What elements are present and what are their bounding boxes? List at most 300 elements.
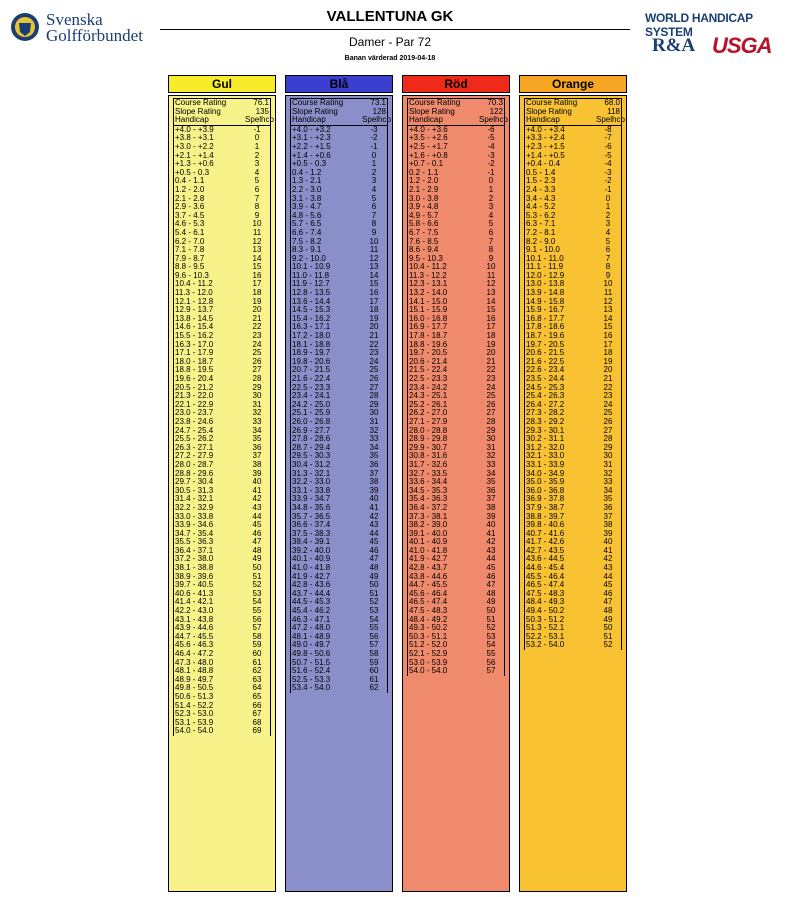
- spelhcp-value: 24: [252, 339, 262, 349]
- handicap-range: 14.9 - 15.8: [526, 296, 565, 306]
- spelhcp-value: 28: [252, 374, 262, 383]
- spelhcp-value: 44: [369, 528, 379, 538]
- handicap-range: 11.9 - 12.7: [292, 279, 330, 289]
- spelhcp-value: 41: [369, 502, 379, 512]
- spelhcp-value: 35: [252, 434, 262, 444]
- handicap-range: +3.5 - +2.6: [409, 133, 448, 143]
- handicap-range: 46.3 - 47.1: [292, 614, 331, 624]
- spelhcp-value: 43: [603, 563, 613, 573]
- spelhcp-value: 19: [603, 356, 613, 366]
- spelhcp-value: 15: [369, 279, 379, 289]
- spelhcp-value: 5: [254, 176, 260, 186]
- spelhcp-value: 1: [488, 184, 494, 194]
- spelhcp-value: 3: [254, 159, 260, 169]
- spelhcp-value: 69: [252, 726, 262, 736]
- handicap-range: 54.0 - 54.0: [409, 666, 448, 676]
- handicap-range: 22.1 - 22.9: [175, 399, 214, 409]
- spelhcp-value: 11: [369, 245, 379, 255]
- spelhcp-value: 12: [252, 236, 262, 246]
- spelhcp-value: 49: [369, 571, 379, 581]
- handicap-range: 37.3 - 38.1: [409, 511, 448, 521]
- handicap-range: 33.6 - 34.4: [409, 477, 448, 487]
- handicap-range: 1.2 - 2.0: [175, 184, 205, 194]
- spelhcp-value: 20: [486, 348, 496, 358]
- handicap-range: 32.2 - 33.0: [292, 477, 331, 487]
- spelhcp-value: 30: [369, 408, 379, 418]
- spelhcp-value: 55: [486, 649, 496, 658]
- handicap-range: 31.2 - 32.0: [526, 442, 565, 452]
- spelhcp-value: 14: [486, 296, 496, 306]
- handicap-range: 49.0 - 49.7: [292, 640, 331, 650]
- spelhcp-value: 38: [486, 502, 496, 512]
- handicap-range: 40.1 - 40.9: [292, 554, 331, 564]
- spelhcp-value: 7: [605, 253, 611, 263]
- spelhcp-value: 13: [252, 245, 262, 255]
- handicap-range: 29.7 - 30.4: [175, 477, 214, 487]
- spelhcp-value: -8: [604, 124, 612, 134]
- spelhcp-value: 59: [369, 657, 379, 667]
- handicap-range: 38.4 - 39.1: [292, 537, 331, 547]
- rating-table: [290, 98, 391, 693]
- spelhcp-value: 33: [603, 477, 613, 487]
- spelhcp-value: 60: [252, 649, 262, 658]
- spelhcp-value: 29: [603, 442, 613, 452]
- spelhcp-value: 50: [369, 580, 379, 590]
- tee-column-orange: [519, 75, 627, 650]
- tee-header: Blå: [285, 75, 393, 93]
- handicap-range: 40.6 - 41.3: [175, 588, 214, 598]
- handicap-range: 49.4 - 50.2: [526, 606, 565, 616]
- handicap-range: 52.1 - 52.9: [409, 649, 448, 658]
- handicap-range: 11.1 - 11.9: [526, 262, 564, 272]
- spelhcp-value: 61: [369, 674, 379, 684]
- slope-rating-value: 128: [372, 106, 386, 116]
- handicap-range: 35.0 - 35.9: [526, 477, 565, 487]
- spelhcp-value: 20: [603, 365, 613, 375]
- handicap-range: 34.8 - 35.6: [292, 502, 331, 512]
- spelhcp-value: 24: [369, 356, 379, 366]
- spelhcp-value: 5: [605, 236, 611, 246]
- spelhcp-value: 56: [369, 631, 379, 641]
- handicap-range: 3.0 - 3.8: [409, 193, 439, 203]
- handicap-range: 29.5 - 30.3: [292, 451, 331, 461]
- handicap-range: 44.7 - 45.5: [409, 580, 448, 590]
- spelhcp-value: 32: [252, 408, 262, 418]
- handicap-range: +3.8 - +3.1: [175, 133, 214, 143]
- course-rating-label: Course Rating: [526, 98, 578, 107]
- handicap-range: 0.4 - 1.1: [175, 176, 205, 186]
- handicap-range: 53.0 - 53.9: [409, 657, 448, 667]
- handicap-range: 11.3 - 12.2: [409, 270, 447, 280]
- spelhcp-value: 40: [369, 494, 379, 504]
- spelhcp-value: 32: [603, 468, 613, 478]
- spelhcp-value: 45: [603, 580, 613, 590]
- spelhcp-value: 45: [486, 563, 496, 573]
- handicap-range: 42.8 - 43.7: [409, 563, 448, 573]
- handicap-range: 18.0 - 18.7: [175, 356, 214, 366]
- handicap-range: 19.8 - 20.6: [292, 356, 331, 366]
- spelhcp-value: 10: [603, 279, 613, 289]
- handicap-range: 47.5 - 48.3: [409, 606, 448, 616]
- spelhcp-value: 44: [486, 554, 496, 564]
- spelhcp-value: 52: [486, 623, 496, 633]
- handicap-range: 8.3 - 9.1: [292, 245, 322, 255]
- handicap-range: 11.0 - 11.8: [292, 270, 330, 280]
- handicap-range: 5.3 - 6.2: [526, 210, 556, 220]
- handicap-range: 3.9 - 4.8: [409, 202, 439, 212]
- spelhcp-value: 6: [605, 245, 611, 255]
- spelhcp-value: 21: [603, 374, 613, 383]
- spelhcp-value: 51: [252, 571, 262, 581]
- handicap-range: 27.8 - 28.6: [292, 434, 331, 444]
- spelhcp-value: 58: [369, 649, 379, 658]
- handicap-range: 44.7 - 45.5: [175, 631, 214, 641]
- handicap-range: +1.4 - +0.5: [526, 150, 565, 160]
- handicap-range: 52.2 - 53.1: [526, 631, 565, 641]
- spelhcp-value: 61: [252, 657, 262, 667]
- spelhcp-value: 36: [486, 485, 496, 495]
- spelhcp-value: 39: [603, 528, 613, 538]
- spelhcp-value: 21: [252, 313, 262, 323]
- handicap-range: 26.4 - 27.2: [526, 399, 565, 409]
- rating-table: [524, 98, 625, 650]
- spelhcp-value: 46: [486, 571, 496, 581]
- spelhcp-value: 49: [252, 554, 262, 564]
- spelhcp-value: 51: [369, 588, 379, 598]
- spelhcp-value: 5: [488, 219, 494, 229]
- spelhcp-value: 6: [254, 184, 260, 194]
- handicap-range: 31.3 - 32.1: [292, 468, 331, 478]
- spelhcp-value: -5: [487, 133, 495, 143]
- spelhcp-value: 1: [605, 202, 611, 212]
- handicap-range: 16.3 - 17.0: [175, 339, 214, 349]
- handicap-range: 51.3 - 52.1: [526, 623, 565, 633]
- spelhcp-value: 45: [369, 537, 379, 547]
- spelhcp-value: 49: [603, 614, 613, 624]
- spelhcp-value: 39: [369, 485, 379, 495]
- course-rating-value: 73.1: [370, 98, 386, 107]
- handicap-range: 49.3 - 50.2: [409, 623, 448, 633]
- spelhcp-value: -4: [604, 159, 612, 169]
- spelhcp-value: -7: [604, 133, 612, 143]
- handicap-range: 4.4 - 5.2: [526, 202, 556, 212]
- spelhcp-value: -1: [487, 167, 495, 177]
- spelhcp-value: 10: [369, 236, 379, 246]
- spelhcp-value: 52: [252, 580, 262, 590]
- handicap-range: 39.7 - 40.5: [175, 580, 214, 590]
- handicap-range: +0.5 - 0.3: [175, 167, 210, 177]
- handicap-range: +1.6 - +0.8: [409, 150, 448, 160]
- spelhcp-value: 44: [252, 511, 262, 521]
- handicap-range: 13.9 - 14.8: [526, 288, 565, 298]
- spelhcp-value: 17: [603, 339, 613, 349]
- handicap-range: 18.9 - 19.7: [292, 348, 331, 358]
- spelhcp-value: 7: [488, 236, 494, 246]
- handicap-range: 49.8 - 50.6: [292, 649, 331, 658]
- course-rating-value: 76.1: [253, 98, 269, 107]
- spelhcp-value: -2: [604, 176, 612, 186]
- spelhcp-value: 58: [252, 631, 262, 641]
- spelhcp-value: 12: [369, 253, 379, 263]
- spelhcp-value: 48: [252, 545, 262, 555]
- spelhcp-value: 35: [486, 477, 496, 487]
- handicap-range: 6.2 - 7.0: [175, 236, 205, 246]
- spelhcp-value: 53: [369, 606, 379, 616]
- tee-header: Gul: [168, 75, 276, 93]
- handicap-range: 2.9 - 3.6: [175, 202, 205, 212]
- handicap-range: 7.6 - 8.5: [409, 236, 439, 246]
- spelhcp-value: 11: [486, 270, 496, 280]
- spelhcp-value: 10: [252, 219, 262, 229]
- handicap-range: 1.5 - 2.3: [526, 176, 556, 186]
- handicap-range: 32.7 - 33.5: [409, 468, 448, 478]
- slope-rating-value: 118: [607, 106, 620, 116]
- handicap-range: 19.7 - 20.5: [526, 339, 565, 349]
- spelhcp-value: 62: [369, 683, 379, 693]
- handicap-range: 19.7 - 20.5: [409, 348, 448, 358]
- spelhcp-value: 18: [252, 288, 262, 298]
- spelhcp-value: 33: [486, 459, 496, 469]
- handicap-range: 3.4 - 4.3: [526, 193, 556, 203]
- spelhcp-value: 22: [603, 382, 613, 392]
- spelhcp-value: 7: [254, 193, 260, 203]
- handicap-range: 12.1 - 12.8: [175, 296, 214, 306]
- handicap-range: 53.2 - 54.0: [526, 640, 565, 650]
- handicap-range: 51.4 - 52.2: [175, 700, 214, 710]
- handicap-range: +4.0 - +3.2: [292, 124, 331, 134]
- handicap-range: 41.0 - 41.8: [292, 563, 331, 573]
- spelhcp-value: 30: [252, 391, 262, 401]
- slope-rating-label: Slope Rating: [526, 106, 572, 116]
- crest-icon: [10, 12, 40, 42]
- spelhcp-value: 57: [369, 640, 379, 650]
- spelhcp-value: 14: [603, 313, 613, 323]
- handicap-range: 18.7 - 19.6: [526, 331, 565, 341]
- handicap-range: 42.7 - 43.5: [526, 545, 565, 555]
- spelhcp-value: 53: [252, 588, 262, 598]
- spelhcp-value: 2: [371, 167, 377, 177]
- handicap-range: 4.9 - 5.7: [409, 210, 439, 220]
- spelhcp-value: 8: [254, 202, 260, 212]
- spelhcp-value: 11: [603, 288, 613, 298]
- handicap-range: 2.1 - 2.8: [175, 193, 205, 203]
- handicap-range: +1.3 - +0.6: [175, 159, 214, 169]
- handicap-range: 21.6 - 22.4: [292, 374, 331, 383]
- spelhcp-value: 32: [486, 451, 496, 461]
- handicap-range: 35.7 - 36.5: [292, 511, 331, 521]
- spelhcp-value: 22: [252, 322, 262, 332]
- spelhcp-value: 46: [603, 588, 613, 598]
- handicap-range: 35.4 - 36.3: [409, 494, 448, 504]
- handicap-range: 28.0 - 28.7: [175, 459, 214, 469]
- spelhcp-value: 33: [252, 416, 262, 426]
- table-row: [174, 727, 270, 736]
- handicap-range: 4.8 - 5.6: [292, 210, 322, 220]
- spelhcp-value: 25: [486, 391, 496, 401]
- spelhcp-value: 19: [486, 339, 496, 349]
- handicap-range: 1.2 - 2.0: [409, 176, 439, 186]
- usga-logo: USGA: [712, 33, 772, 58]
- handicap-range: 30.2 - 31.1: [526, 434, 565, 444]
- handicap-range: 15.9 - 16.7: [526, 305, 565, 315]
- tee-body: [168, 95, 276, 892]
- spelhcp-value: 48: [603, 606, 613, 616]
- handicap-range: +0.7 - 0.1: [409, 159, 444, 169]
- handicap-range: 47.3 - 48.0: [175, 657, 214, 667]
- handicap-range: 11.3 - 12.0: [175, 288, 213, 298]
- handicap-range: 48.4 - 49.2: [409, 614, 448, 624]
- spelhcp-value: 21: [486, 356, 496, 366]
- handicap-range: 36.6 - 37.4: [292, 520, 331, 530]
- handicap-column-header: Handicap: [409, 115, 443, 125]
- spelhcp-value: -6: [604, 141, 612, 151]
- tee-column-rod: [402, 75, 510, 676]
- handicap-range: 0.5 - 1.4: [526, 167, 556, 177]
- handicap-range: 43.8 - 44.6: [409, 571, 448, 581]
- handicap-range: 7.1 - 7.8: [175, 245, 205, 255]
- spelhcp-value: 56: [252, 614, 262, 624]
- handicap-range: 33.0 - 33.8: [175, 511, 214, 521]
- course-rating-label: Course Rating: [292, 98, 344, 107]
- course-rating-label: Course Rating: [175, 98, 227, 107]
- handicap-range: 25.2 - 26.1: [409, 399, 448, 409]
- spelhcp-value: 55: [369, 623, 379, 633]
- handicap-range: 24.7 - 25.4: [175, 425, 214, 435]
- slope-rating-label: Slope Rating: [409, 106, 455, 116]
- handicap-range: 12.0 - 12.9: [526, 270, 565, 280]
- spelhcp-value: 10: [486, 262, 496, 272]
- spelhcp-value: 40: [486, 520, 496, 530]
- spelhcp-value: 37: [603, 511, 613, 521]
- spelhcp-value: 27: [603, 425, 613, 435]
- spelhcp-value: 46: [252, 528, 262, 538]
- handicap-range: 32.2 - 32.9: [175, 502, 214, 512]
- spelhcp-column-header: Spelhcp: [479, 115, 508, 125]
- handicap-range: 28.0 - 28.8: [409, 425, 448, 435]
- spelhcp-value: 28: [486, 416, 496, 426]
- handicap-range: 38.2 - 39.0: [409, 520, 448, 530]
- spelhcp-value: 24: [603, 399, 613, 409]
- handicap-range: +4.0 - +3.9: [175, 124, 214, 134]
- spelhcp-value: 46: [369, 545, 379, 555]
- spelhcp-value: 16: [252, 270, 262, 280]
- handicap-range: 16.8 - 17.7: [526, 313, 565, 323]
- handicap-range: 43.9 - 44.6: [175, 623, 214, 633]
- handicap-range: 50.6 - 51.3: [175, 691, 214, 701]
- spelhcp-value: -3: [487, 150, 495, 160]
- handicap-range: 6.6 - 7.4: [292, 227, 322, 237]
- handicap-range: 13.0 - 13.8: [526, 279, 565, 289]
- spelhcp-value: 47: [486, 580, 496, 590]
- title-divider: [160, 29, 630, 30]
- handicap-range: 8.8 - 9.5: [175, 262, 205, 272]
- handicap-range: 41.9 - 42.7: [292, 571, 331, 581]
- handicap-range: 7.5 - 8.2: [292, 236, 322, 246]
- handicap-range: 20.7 - 21.5: [292, 365, 331, 375]
- spelhcp-value: 43: [486, 545, 496, 555]
- sgf-line1: Svenska: [46, 10, 103, 29]
- handicap-range: 14.6 - 15.4: [175, 322, 214, 332]
- handicap-range: 28.8 - 29.6: [175, 468, 214, 478]
- handicap-range: 37.9 - 38.7: [526, 502, 565, 512]
- handicap-range: 6.7 - 7.5: [409, 227, 439, 237]
- handicap-range: 15.4 - 16.2: [292, 313, 331, 323]
- spelhcp-value: 4: [488, 210, 494, 220]
- club-title: VALLENTUNA GK: [326, 8, 454, 25]
- spelhcp-value: 55: [252, 606, 262, 616]
- spelhcp-value: 9: [371, 227, 377, 237]
- handicap-range: 9.6 - 10.3: [175, 270, 209, 280]
- spelhcp-value: 38: [603, 520, 613, 530]
- spelhcp-value: 42: [252, 494, 262, 504]
- handicap-range: 51.2 - 52.0: [409, 640, 448, 650]
- handicap-range: 19.6 - 20.4: [175, 374, 214, 383]
- handicap-range: 46.5 - 47.4: [409, 597, 448, 607]
- handicap-range: 23.8 - 24.6: [175, 416, 214, 426]
- handicap-range: 34.0 - 34.9: [526, 468, 565, 478]
- spelhcp-value: 38: [369, 477, 379, 487]
- handicap-range: 28.3 - 29.2: [526, 416, 565, 426]
- handicap-range: 26.9 - 27.7: [292, 425, 331, 435]
- spelhcp-value: 52: [603, 640, 613, 650]
- spelhcp-value: 9: [254, 210, 260, 220]
- handicap-range: 30.4 - 31.2: [292, 459, 331, 469]
- handicap-range: 22.5 - 23.3: [409, 374, 448, 383]
- handicap-range: +4.0 - +3.4: [526, 124, 565, 134]
- handicap-range: +3.0 - +2.2: [175, 141, 214, 151]
- spelhcp-value: 4: [605, 227, 611, 237]
- spelhcp-value: 16: [369, 288, 379, 298]
- spelhcp-value: 43: [252, 502, 262, 512]
- handicap-range: 38.1 - 38.8: [175, 563, 214, 573]
- handicap-range: 15.1 - 15.9: [409, 305, 448, 315]
- spelhcp-value: 30: [486, 434, 496, 444]
- handicap-range: 46.4 - 47.2: [175, 649, 214, 658]
- spelhcp-value: 14: [252, 253, 262, 263]
- handicap-range: 50.3 - 51.2: [526, 614, 565, 624]
- handicap-range: 13.2 - 14.0: [409, 288, 448, 298]
- handicap-range: 9.1 - 10.0: [526, 245, 560, 255]
- spelhcp-value: 39: [252, 468, 262, 478]
- handicap-range: 48.9 - 49.7: [175, 674, 214, 684]
- spelhcp-value: 32: [369, 425, 379, 435]
- spelhcp-value: 20: [252, 305, 262, 315]
- spelhcp-value: 28: [369, 391, 379, 401]
- course-rating-label: Course Rating: [409, 98, 461, 107]
- spelhcp-value: 39: [486, 511, 496, 521]
- spelhcp-value: 29: [369, 399, 379, 409]
- spelhcp-value: -2: [487, 159, 495, 169]
- handicap-range: 0.4 - 1.2: [292, 167, 322, 177]
- spelhcp-value: 25: [252, 348, 262, 358]
- svenska-golfforbundet-logo: [10, 10, 160, 46]
- handicap-range: 42.8 - 43.6: [292, 580, 331, 590]
- spelhcp-value: 0: [488, 176, 494, 186]
- table-row: [525, 641, 621, 650]
- handicap-range: 37.2 - 38.0: [175, 554, 214, 564]
- spelhcp-value: 51: [486, 614, 496, 624]
- handicap-range: 23.0 - 23.7: [175, 408, 214, 418]
- handicap-range: 8.2 - 9.0: [526, 236, 556, 246]
- handicap-range: 9.5 - 10.3: [409, 253, 443, 263]
- handicap-range: 8.6 - 9.4: [409, 245, 439, 255]
- tee-body: [402, 95, 510, 892]
- spelhcp-value: 54: [486, 640, 496, 650]
- spelhcp-value: 8: [605, 262, 611, 272]
- spelhcp-value: 23: [252, 331, 262, 341]
- spelhcp-value: 34: [252, 425, 262, 435]
- spelhcp-value: 38: [252, 459, 262, 469]
